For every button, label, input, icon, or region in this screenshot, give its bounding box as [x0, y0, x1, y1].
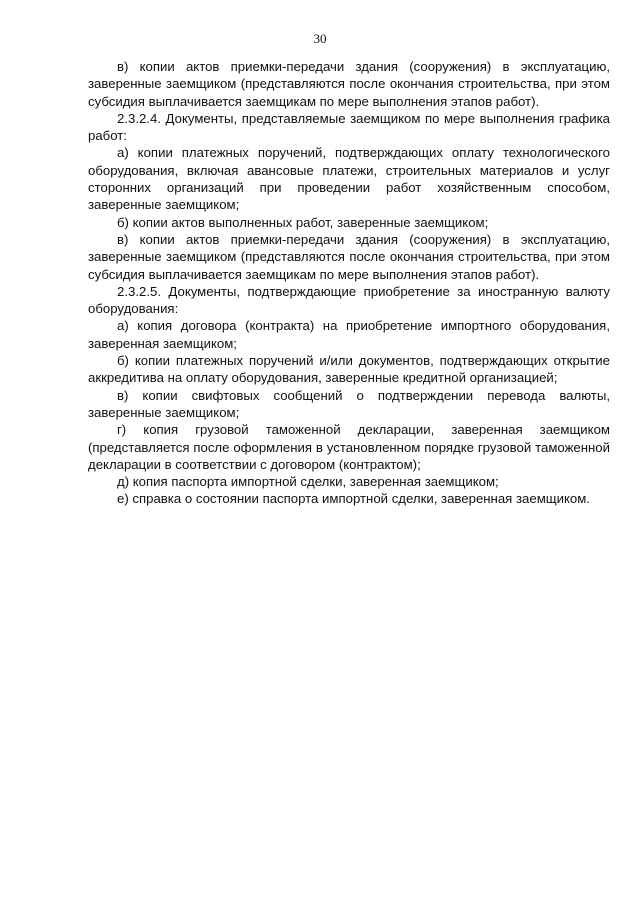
paragraph-section-2-3-2-5: 2.3.2.5. Документы, подтверждающие приобретение за иностранную валюту оборудования:	[88, 283, 610, 317]
paragraph-item-v-acts-repeat: в) копии актов приемки-передачи здания (сооружения) в эксплуатацию, заверенные заемщиком (представляются после окончания строительства, при этом субсидия выплачивается заемщикам по мере выполнения этапов работ).	[88, 231, 610, 282]
paragraph-item-b-work-acts: б) копии актов выполненных работ, заверенные заемщиком;	[117, 214, 489, 230]
paragraph-item-v-acts: в) копии актов приемки-передачи здания (сооружения) в эксплуатацию, заверенные заемщиком (представляются после окончания строительства, при этом субсидия выплачивается заемщикам по мере выполнения этапов работ).	[88, 59, 610, 109]
paragraph-item-b-letter-of-credit: б) копии платежных поручений и/или документов, подтверждающих открытие аккредитива на оплату оборудования, заверенные кредитной организацией;	[88, 353, 610, 386]
page-number: 30	[313, 31, 327, 46]
paragraph-item-d-deal-passport: д) копия паспорта импортной сделки, заверенная заемщиком;	[117, 474, 499, 490]
paragraph-section-2-3-2-4: 2.3.2.4. Документы, представляемые заемщиком по мере выполнения графика работ:	[88, 110, 610, 144]
paragraph-item-e-passport-status: е) справка о состоянии паспорта импортной сделки, заверенная заемщиком.	[117, 491, 590, 507]
paragraph-item-a-payment-orders: а) копии платежных поручений, подтверждающих оплату технологического оборудования, включая авансовые платежи, строительных материалов и услуг сторонних организаций при проведении работ хозяйственным способом, заверенные заемщиком;	[88, 145, 610, 213]
paragraph-item-g-customs-declaration: г) копия грузовой таможенной декларации, заверенная заемщиком (представляется после оформления в установленном порядке грузовой таможенной декларации в соответствии с договором (контрактом);	[88, 422, 610, 472]
paragraph-item-v-swift: в) копии свифтовых сообщений о подтверждении перевода валюты, заверенные заемщиком;	[88, 387, 610, 420]
paragraph-item-a-contract: а) копия договора (контракта) на приобретение импортного оборудования, заверенная заемщиком;	[88, 318, 610, 351]
document-body	[88, 58, 610, 508]
